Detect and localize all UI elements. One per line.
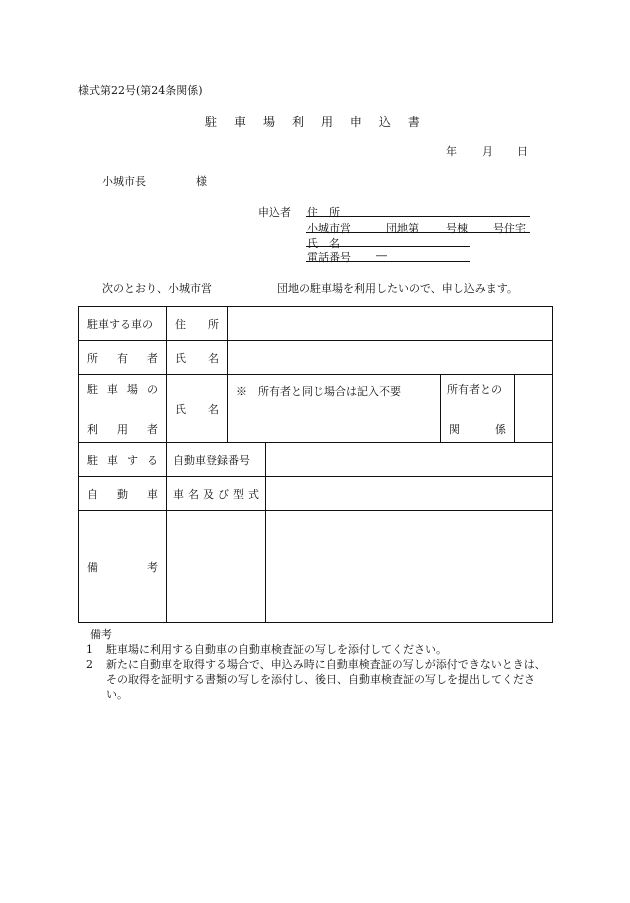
owner-address-field[interactable]: [228, 307, 553, 341]
label-char: 考: [147, 560, 158, 574]
title-char: 込: [378, 115, 391, 129]
relation-field[interactable]: [515, 375, 553, 443]
note-item: [86, 642, 546, 657]
label-char: 駐: [87, 382, 98, 396]
note-number: 1: [86, 643, 93, 656]
label-char: び: [218, 487, 229, 501]
title-char: 用: [320, 115, 333, 129]
reg-number-text: 自動車登録番号: [173, 453, 250, 467]
label-char: 式: [248, 487, 259, 501]
label-char: 場: [127, 382, 138, 396]
label-char: 車: [107, 453, 118, 467]
owner-name-label: [167, 341, 228, 375]
label-char: 者: [147, 422, 158, 436]
car-label-top: [79, 443, 167, 477]
owner-name-field[interactable]: [228, 341, 553, 375]
remarks-field-right[interactable]: [266, 511, 553, 623]
title-char: 申: [349, 115, 362, 129]
label-char: る: [147, 453, 158, 467]
housing-prefix: 小城市営: [307, 222, 351, 235]
label-char: 係: [495, 422, 506, 436]
phone-dash: ―: [376, 249, 387, 262]
owner-address-label: [167, 307, 228, 341]
car-model-label: [167, 477, 266, 511]
notes-heading: 備考: [90, 628, 112, 641]
note-item: [86, 657, 546, 702]
label-char: 名: [188, 487, 199, 501]
date-day: 日: [517, 145, 528, 158]
label-char: 自: [87, 487, 98, 501]
label-char: 氏: [175, 402, 186, 416]
note-text: 新たに自動車を取得する場合で、申込み時に自動車検査証の写しが添付できないときは、その取得を証明する書類の写しを添付し、後日、自動車検査証の写しを提出してください。: [106, 658, 546, 701]
title-char: 場: [262, 115, 275, 129]
applicant-address-label: 住 所: [307, 206, 340, 219]
label-char: 住: [175, 317, 186, 331]
owner-label-bottom: [79, 341, 167, 375]
car-model-field[interactable]: [266, 477, 553, 511]
housing-danchi: 団地第: [386, 222, 419, 235]
label-char: す: [127, 453, 138, 467]
addressee: 小城市長: [102, 175, 146, 188]
intro-part2: 団地の駐車場を利用したいので、申し込みます。: [277, 282, 518, 295]
title-char: 書: [407, 115, 420, 129]
relation-label-top: 所有者との: [447, 382, 502, 396]
user-name-field[interactable]: [228, 375, 441, 443]
label-char: 所: [87, 351, 98, 365]
housing-line: [306, 232, 530, 233]
name-line: [306, 246, 470, 247]
car-label-bottom: [79, 477, 167, 511]
applicant-phone-label: 電話番号: [307, 251, 351, 264]
label-char: 氏: [175, 351, 186, 365]
title-char: 利: [291, 115, 304, 129]
label-char: 利: [87, 422, 98, 436]
user-name-label: [167, 375, 228, 443]
application-table: [78, 306, 553, 623]
label-char: 駐: [87, 453, 98, 467]
note-number: 2: [86, 658, 93, 671]
owner-label-text: 駐車する車の: [87, 317, 153, 331]
address-line: [306, 216, 530, 217]
date-month: 月: [482, 145, 493, 158]
relation-label: [441, 375, 515, 443]
label-char: 車: [147, 487, 158, 501]
notes: [86, 627, 546, 702]
label-char: 備: [87, 560, 98, 574]
housing-unit: 号棟: [446, 222, 468, 235]
label-char: 名: [208, 402, 219, 416]
label-char: 及: [203, 487, 214, 501]
remarks-label: [79, 511, 167, 623]
reg-number-field[interactable]: [266, 443, 553, 477]
user-note: ※ 所有者と同じ場合は記入不要: [236, 385, 401, 398]
label-char: 者: [147, 351, 158, 365]
label-char: の: [147, 382, 158, 396]
honorific: 様: [196, 175, 207, 188]
label-char: 用: [117, 422, 128, 436]
title-char: 駐: [205, 115, 218, 129]
label-char: 名: [208, 351, 219, 365]
label-char: 車: [107, 382, 118, 396]
title-char: 車: [233, 115, 246, 129]
label-char: 型: [233, 487, 244, 501]
applicant-label: 申込者: [258, 206, 291, 219]
phone-line: [306, 261, 470, 262]
note-text: 駐車場に利用する自動車の自動車検査証の写しを添付してください。: [106, 643, 447, 656]
form-number: 様式第22号(第24条関係): [78, 84, 203, 97]
label-char: 有: [117, 351, 128, 365]
label-char: 関: [449, 422, 460, 436]
label-char: 車: [173, 487, 184, 501]
owner-label-top: [79, 307, 167, 341]
intro-part1: 次のとおり、小城市営: [102, 282, 212, 295]
remarks-field-left[interactable]: [167, 511, 266, 623]
label-char: 所: [208, 317, 219, 331]
reg-number-label: [167, 443, 266, 477]
user-label: [79, 375, 167, 443]
label-char: 動: [117, 487, 128, 501]
housing-room: 号住宅: [493, 222, 526, 235]
date-year: 年: [446, 145, 457, 158]
form-title: [205, 113, 420, 130]
applicant-name-label: 氏 名: [307, 237, 340, 250]
